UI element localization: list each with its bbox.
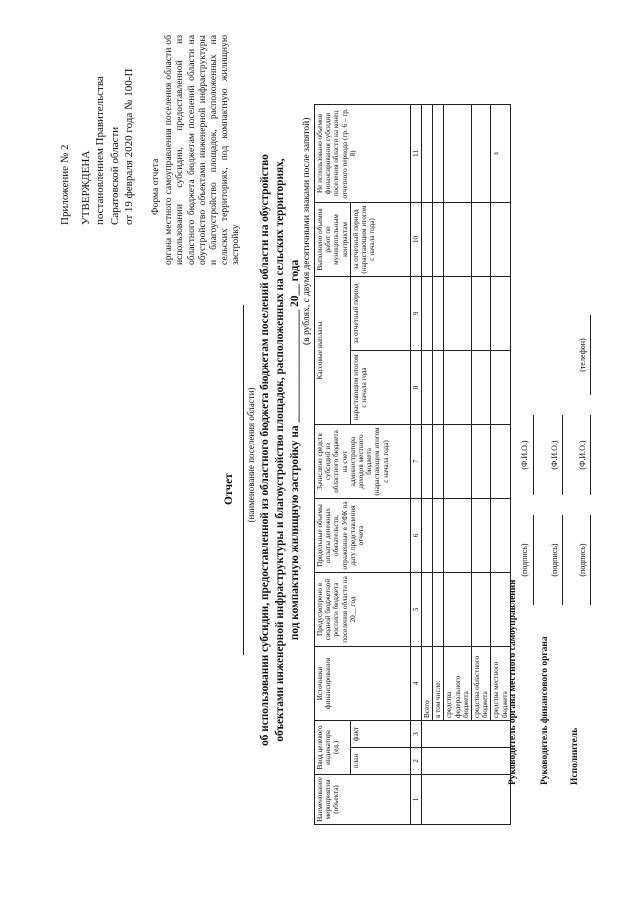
cell-empty	[422, 721, 511, 748]
row-source: средства федерального бюджета	[444, 647, 472, 721]
row-unused	[422, 105, 433, 203]
cell-empty	[444, 351, 472, 425]
signature-caption: (подпись)	[520, 543, 529, 577]
resolution-date: от 19 февраля 2020 года № 100-П	[123, 68, 135, 225]
report-heading	[258, 105, 303, 795]
cell-empty	[444, 277, 472, 351]
heading-line-3: под компактную жилищную застройку на ____________________ 20__ года	[289, 259, 301, 641]
approved-label: УТВЕРЖДЕНА	[79, 150, 92, 225]
column-number: 11	[410, 105, 421, 203]
municipality-line	[243, 305, 244, 655]
header-plan: план	[350, 748, 410, 775]
cell-empty	[444, 203, 472, 277]
column-number: 4	[410, 647, 421, 721]
name-caption: (Ф.И.О.)	[520, 440, 529, 470]
column-number: 8	[410, 351, 421, 425]
table-row	[472, 105, 491, 825]
table-row	[444, 105, 472, 825]
signature-executor	[570, 728, 580, 785]
units-note: (в рублях, с двумя десятичными знаками после запятой)	[302, 117, 312, 345]
header-sources: Источники финансирования	[315, 647, 411, 721]
appendix-block	[58, 25, 137, 225]
header-indicator: Ввод целевого индикатора (ед.)	[315, 721, 351, 775]
cell-empty	[422, 203, 433, 277]
header-cash-period: за отчетный период	[350, 277, 410, 351]
header-credited: Зачислено средств субсидий из областного бюджета на счет администратора доходов местного бюджета (нарастающим итогом с начала года)	[315, 425, 411, 499]
row-unused	[444, 105, 472, 203]
row-unused	[472, 105, 491, 203]
row-source: средства областного бюджета	[472, 647, 491, 721]
region-text: Саратовской области	[108, 126, 121, 225]
cell-empty	[433, 499, 444, 573]
row-source: в том числе:	[433, 647, 444, 721]
column-number: 1	[410, 775, 421, 825]
signature-finance	[540, 636, 550, 785]
resolution-text: постановлением Правительства	[94, 76, 106, 225]
phone-caption: (телефон)	[578, 338, 587, 372]
signature-line	[562, 515, 563, 605]
name-caption: (Ф.И.О.)	[550, 440, 559, 470]
heading-line-1: об использовании субсидии, предоставленной из областного бюджета бюджетам поселений области на обустройство	[259, 154, 271, 746]
column-number: 9	[410, 277, 421, 351]
cell-empty	[422, 351, 433, 425]
cell-empty	[491, 203, 510, 277]
cell-empty	[472, 573, 491, 647]
form-note-text: органа местного самоуправления поселения области об использовании субсидии, предоставленной из областного бюджета бюджетам поселений области на обустройство объектами инженерной инфраструктуры и благоустройство площадок, расположенных на сельских территориях, под компактную жилищную застройку	[163, 35, 242, 265]
column-number: 2	[410, 748, 421, 775]
cell-empty	[433, 425, 444, 499]
header-limits: Предельные объемы оплаты денежных обязательств, отраженные в УФК на дату представления отчета	[315, 499, 411, 573]
header-unused: Не использовано объемов финансирования субсидии поселения области на конец отчетного периода (гр. 6 – гр. 8)	[315, 105, 411, 203]
cell-empty	[472, 277, 491, 351]
report-title: Отчет	[223, 473, 235, 505]
cell-empty	[472, 425, 491, 499]
column-number: 7	[410, 425, 421, 499]
cell-empty	[422, 425, 433, 499]
cell-empty	[422, 277, 433, 351]
name-line	[562, 415, 563, 495]
column-numbers-row	[410, 105, 421, 825]
column-number: 5	[410, 573, 421, 647]
header-cash-cumulative: нарастающим итогом с начала года	[350, 351, 410, 425]
cell-empty	[422, 573, 433, 647]
row-unused: x	[491, 105, 510, 203]
table-row	[422, 105, 433, 825]
executor-label: Исполнитель	[570, 727, 580, 785]
cell-empty	[472, 499, 491, 573]
name-line	[590, 415, 591, 495]
cell-empty	[444, 499, 472, 573]
cell-empty	[422, 499, 433, 573]
cell-empty	[433, 203, 444, 277]
cell-empty	[472, 203, 491, 277]
cell-empty	[433, 573, 444, 647]
heading-line-2: объектами инженерной инфраструктуры и благоустройство площадок, расположенных на сельских территориях,	[274, 158, 286, 742]
signature-caption: (подпись)	[578, 543, 587, 577]
header-cash: Кассовые выплаты	[315, 277, 351, 425]
appendix-number: Приложение № 2	[59, 144, 71, 225]
cell-empty	[422, 748, 511, 775]
form-note-title: Форма отчета	[150, 158, 161, 215]
municipality-caption: (наименование поселения области)	[246, 387, 256, 523]
finance-label: Руководитель финансового органа	[540, 636, 550, 785]
row-source: Всего	[422, 647, 433, 721]
cell-empty	[444, 425, 472, 499]
cell-empty	[433, 277, 444, 351]
cell-empty	[472, 351, 491, 425]
cell-empty	[422, 775, 511, 825]
header-name: Наименование мероприятия (объекта)	[315, 775, 411, 825]
header-works-period: за отчетный период (нарастающим итогом с начала года)	[350, 203, 410, 277]
row-source: средства местного бюджета	[491, 647, 510, 721]
report-table	[314, 104, 511, 825]
signature-head	[508, 365, 518, 785]
column-number: 3	[410, 721, 421, 748]
name-line	[533, 415, 534, 495]
header-works: Выполнено объемов работ по муниципальным контрактам	[315, 203, 351, 277]
header-fact: факт	[350, 721, 410, 748]
head-label: Руководитель органа местного самоуправления	[508, 579, 518, 785]
table-row	[433, 105, 444, 825]
form-note	[150, 35, 242, 265]
column-number: 6	[410, 499, 421, 573]
name-caption: (Ф.И.О.)	[578, 440, 587, 470]
signature-caption: (подпись)	[550, 543, 559, 577]
signature-line	[590, 515, 591, 605]
cell-empty	[433, 351, 444, 425]
cell-empty	[444, 573, 472, 647]
cell-empty	[491, 277, 510, 351]
phone-line	[590, 315, 591, 395]
column-number: 10	[410, 203, 421, 277]
signature-line	[533, 515, 534, 605]
header-planned: Предусмотрено в сводной бюджетной росписи бюджета поселения области на 20__ год	[315, 573, 411, 647]
row-unused	[433, 105, 444, 203]
